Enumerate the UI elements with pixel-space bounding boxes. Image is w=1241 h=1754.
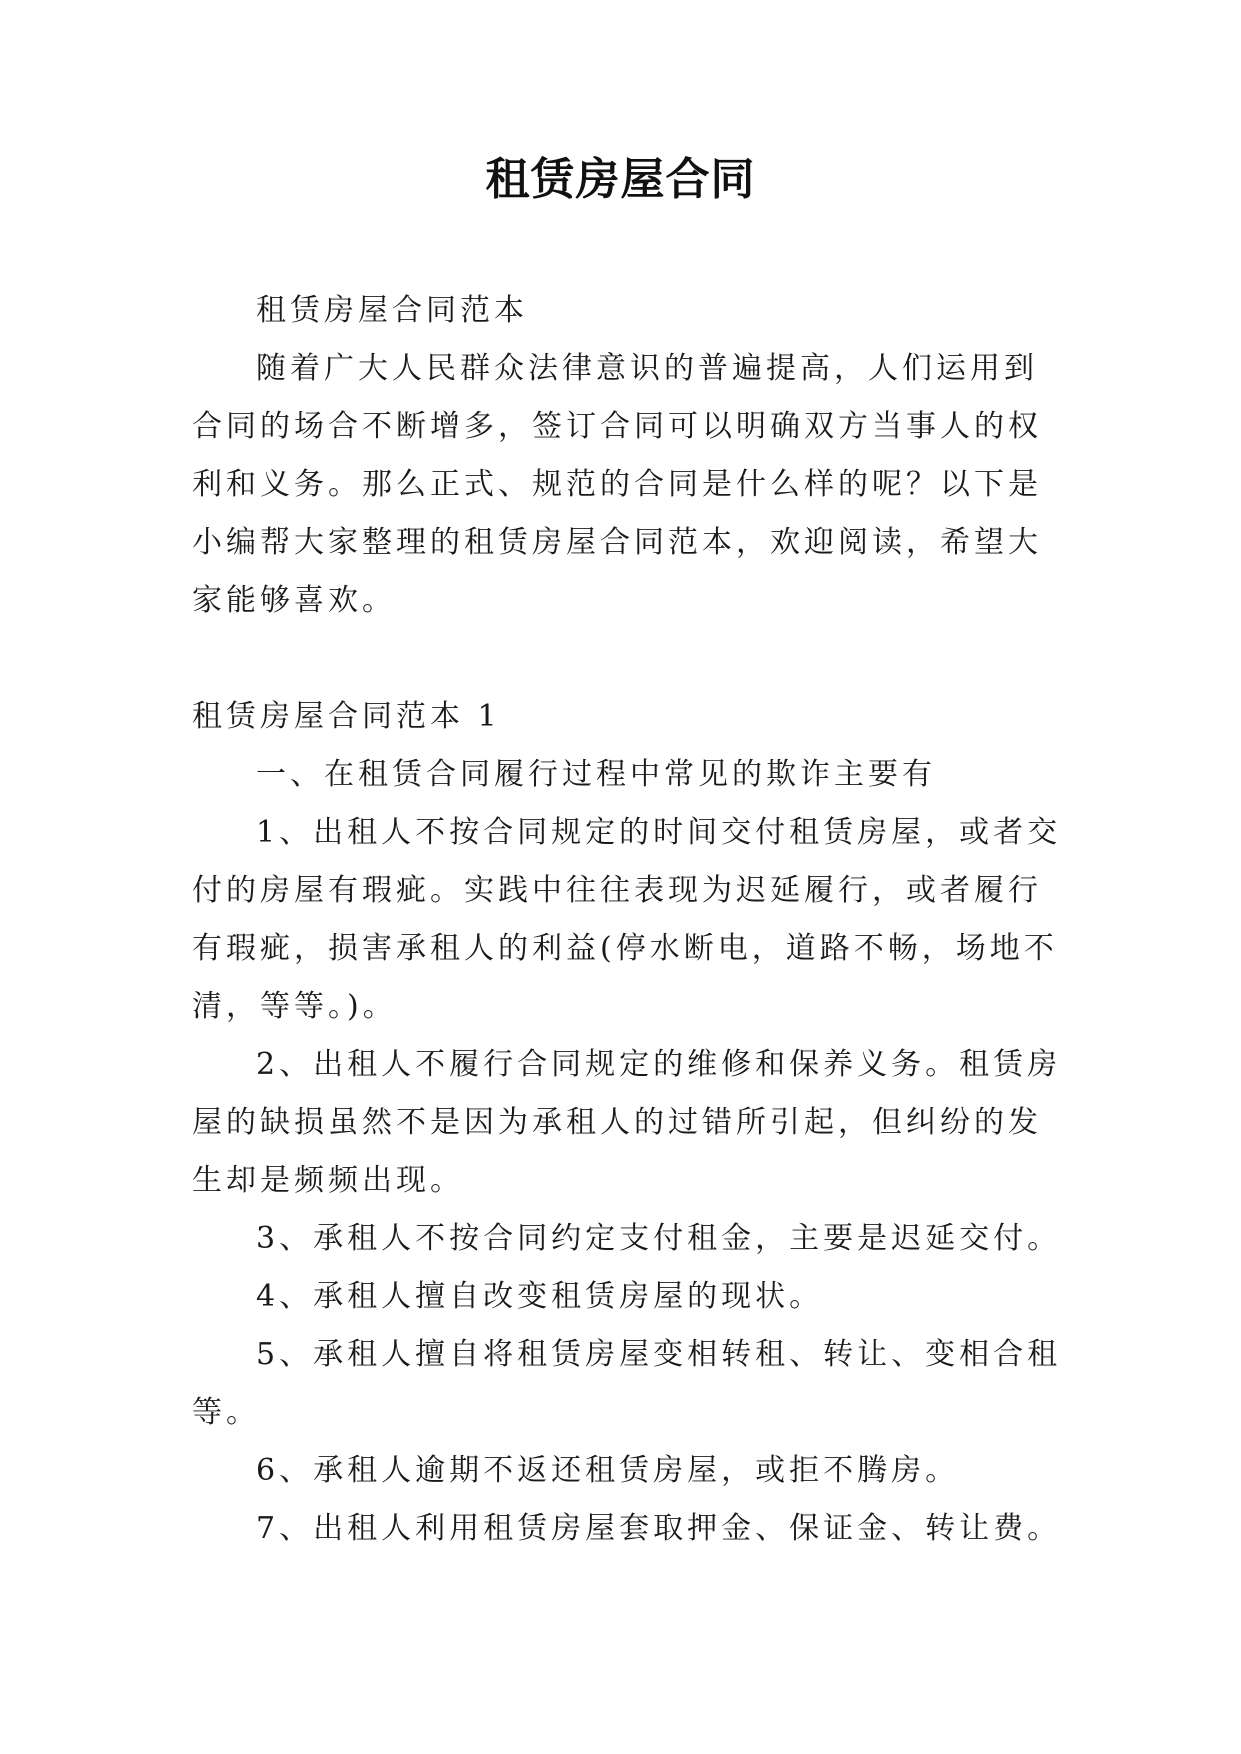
list-item: 6、承租人逾期不返还租赁房屋，或拒不腾房。 — [256, 1453, 960, 1488]
document-title: 租赁房屋合同 — [485, 154, 756, 205]
document-body — [192, 282, 1064, 1558]
section-heading: 租赁房屋合同范本 1 — [192, 699, 501, 734]
list-item: 5、承租人擅自将租赁房屋变相转租、转让、变相合租等。 — [192, 1337, 1062, 1430]
paragraph-subtitle: 租赁房屋合同范本 — [256, 293, 528, 328]
paragraph-list-heading: 一、在租赁合同履行过程中常见的欺诈主要有 — [256, 757, 936, 792]
list-item: 7、出租人利用租赁房屋套取押金、保证金、转让费。 — [256, 1511, 1062, 1546]
list-item: 3、承租人不按合同约定支付租金，主要是迟延交付。 — [256, 1221, 1062, 1256]
list-item: 2、出租人不履行合同规定的维修和保养义务。租赁房屋的缺损虽然不是因为承租人的过错所引起，但纠纷的发生却是频频出现。 — [192, 1047, 1062, 1198]
paragraph-intro: 随着广大人民群众法律意识的普遍提高，人们运用到合同的场合不断增多，签订合同可以明确双方当事人的权利和义务。那么正式、规范的合同是什么样的呢？以下是小编帮大家整理的租赁房屋合同范本，欢迎阅读，希望大家能够喜欢。 — [192, 351, 1042, 618]
list-item: 1、出租人不按合同规定的时间交付租赁房屋，或者交付的房屋有瑕疵。实践中往往表现为迟延履行，或者履行有瑕疵，损害承租人的利益(停水断电，道路不畅，场地不清，等等。)。 — [192, 815, 1062, 1024]
list-item: 4、承租人擅自改变租赁房屋的现状。 — [256, 1279, 824, 1314]
